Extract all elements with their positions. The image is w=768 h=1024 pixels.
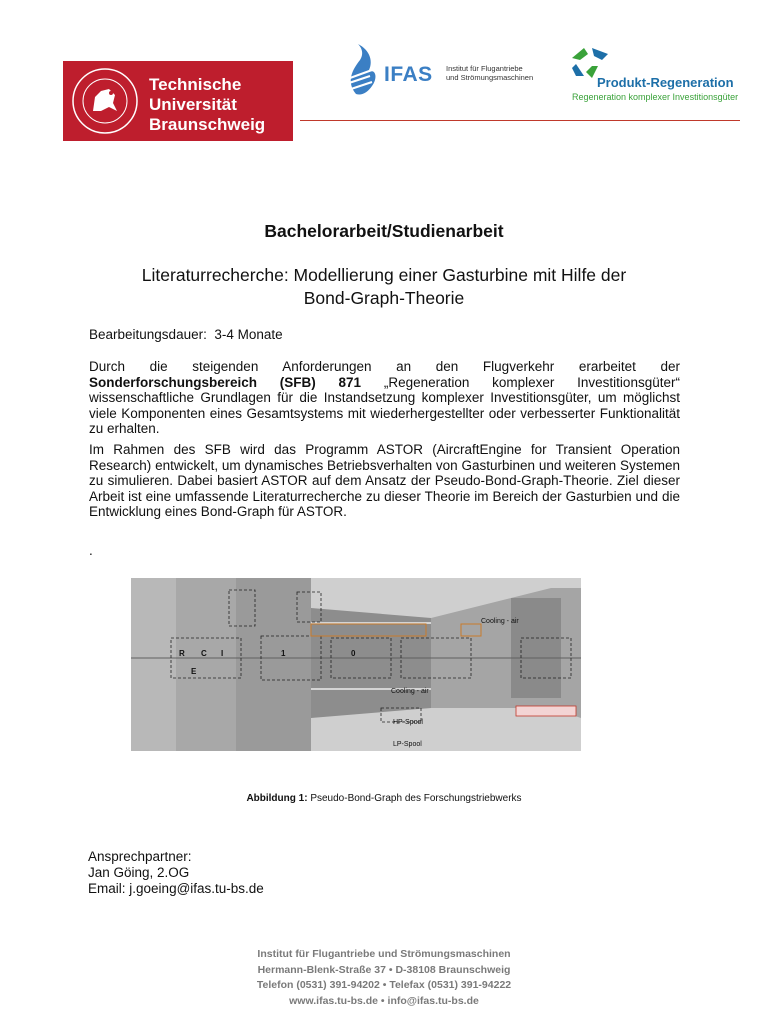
document-type: Bachelorarbeit/Studienarbeit [264, 221, 504, 241]
tu-braunschweig-logo [63, 61, 293, 141]
bond-graph-diagram [131, 578, 581, 751]
sfb-name: Sonderforschungsbereich (SFB) 871 [89, 374, 362, 390]
contact-name: Jan Göing, 2.OG [88, 865, 190, 880]
footer [0, 947, 768, 1009]
lp-spool-label: LP-Spool [393, 741, 422, 748]
cooling-air-label-1: Cooling - air [481, 618, 519, 625]
contact-email-row [88, 881, 264, 897]
tu-seal-icon [71, 67, 139, 135]
node-c: C [201, 649, 207, 658]
ifas-name: IFAS [384, 63, 433, 86]
ifas-subtitle-line: Institut für Flugantriebe [446, 64, 523, 73]
paragraph-astor: Im Rahmen des SFB wird das Programm ASTOR (AircraftEngine for Transient Operation Research) entwickelt, um dynamisches Betriebsverhalten von Gasturbinen und weiteren Systemen zu simulieren. Dabei basiert ASTOR auf dem Ansatz der Pseudo-Bond-Graph-Theorie. Ziel dieser Arbeit ist eine umfassende Literaturrecherche zu dieser Theorie im Bereich der Gasturbien und die Entwicklung eines Bond-Graph für ASTOR. [89, 442, 680, 520]
email-link[interactable]: j.goeing@ifas.tu-bs.de [129, 881, 264, 896]
caption-label: Abbildung 1: [246, 793, 308, 804]
footer-institute: Institut für Flugantriebe und Strömungsmaschinen [257, 948, 511, 960]
ifas-flame-icon [342, 42, 382, 98]
duration [89, 327, 283, 342]
duration-value: 3-4 Monate [214, 327, 283, 342]
tu-name [149, 75, 265, 135]
footer-address: Hermann-Blenk-Straße 37 • D-38108 Braunschweig [257, 963, 511, 976]
title-line: Literaturrecherche: Modellierung einer Gasturbine mit Hilfe der [141, 265, 627, 285]
junction-0: 0 [351, 649, 356, 658]
node-e: E [191, 667, 197, 676]
ifas-subtitle [446, 64, 533, 82]
para1-rest: „Regeneration komplexer Investitionsgüter“ wissenschaftliche Grundlagen für die Instandsetzung komplexer Investitionsgüter, um möglichst viele Komponenten eines Gesamtsystems mit wiederhergestellter oder verbesserter Funktionalität zu erhalten. [89, 374, 680, 437]
node-r: R [179, 649, 185, 658]
footer-web[interactable]: www.ifas.tu-bs.de • info@ifas.tu-bs.de [289, 994, 479, 1007]
produkt-regeneration-subtitle: Regeneration komplexer Investitionsgüter [572, 92, 739, 102]
ifas-subtitle-line: und Strömungsmaschinen [446, 73, 534, 82]
bond-graph-figure [131, 578, 581, 751]
duration-label: Bearbeitungsdauer: [89, 327, 207, 342]
figure-caption [0, 793, 768, 804]
node-i: I [221, 649, 224, 658]
paragraph-intro [89, 359, 680, 437]
produkt-regeneration-name: Produkt-Regeneration [597, 75, 734, 90]
hp-spool-label: HP-Spool [393, 719, 423, 726]
contact-block [88, 849, 264, 897]
tu-name-line: Universität [149, 95, 237, 114]
cooling-air-label-2: Cooling - air [391, 688, 429, 695]
tu-name-line: Technische [149, 75, 242, 94]
junction-1: 1 [281, 649, 286, 658]
tu-name-line: Braunschweig [149, 115, 266, 134]
document-title [60, 264, 708, 310]
contact-label: Ansprechpartner: [88, 849, 192, 864]
title-line: Bond-Graph-Theorie [303, 288, 465, 308]
caption-text: Pseudo-Bond-Graph des Forschungstriebwerks [310, 793, 522, 804]
email-label: Email: [88, 881, 126, 896]
header-divider [300, 120, 740, 121]
footer-phone: Telefon (0531) 391-94202 • Telefax (0531) 391-94222 [256, 979, 512, 991]
para1-start: Durch die steigenden Anforderungen an den Flugverkehr erarbeitet der [89, 359, 680, 374]
stray-dot: . [89, 543, 93, 558]
